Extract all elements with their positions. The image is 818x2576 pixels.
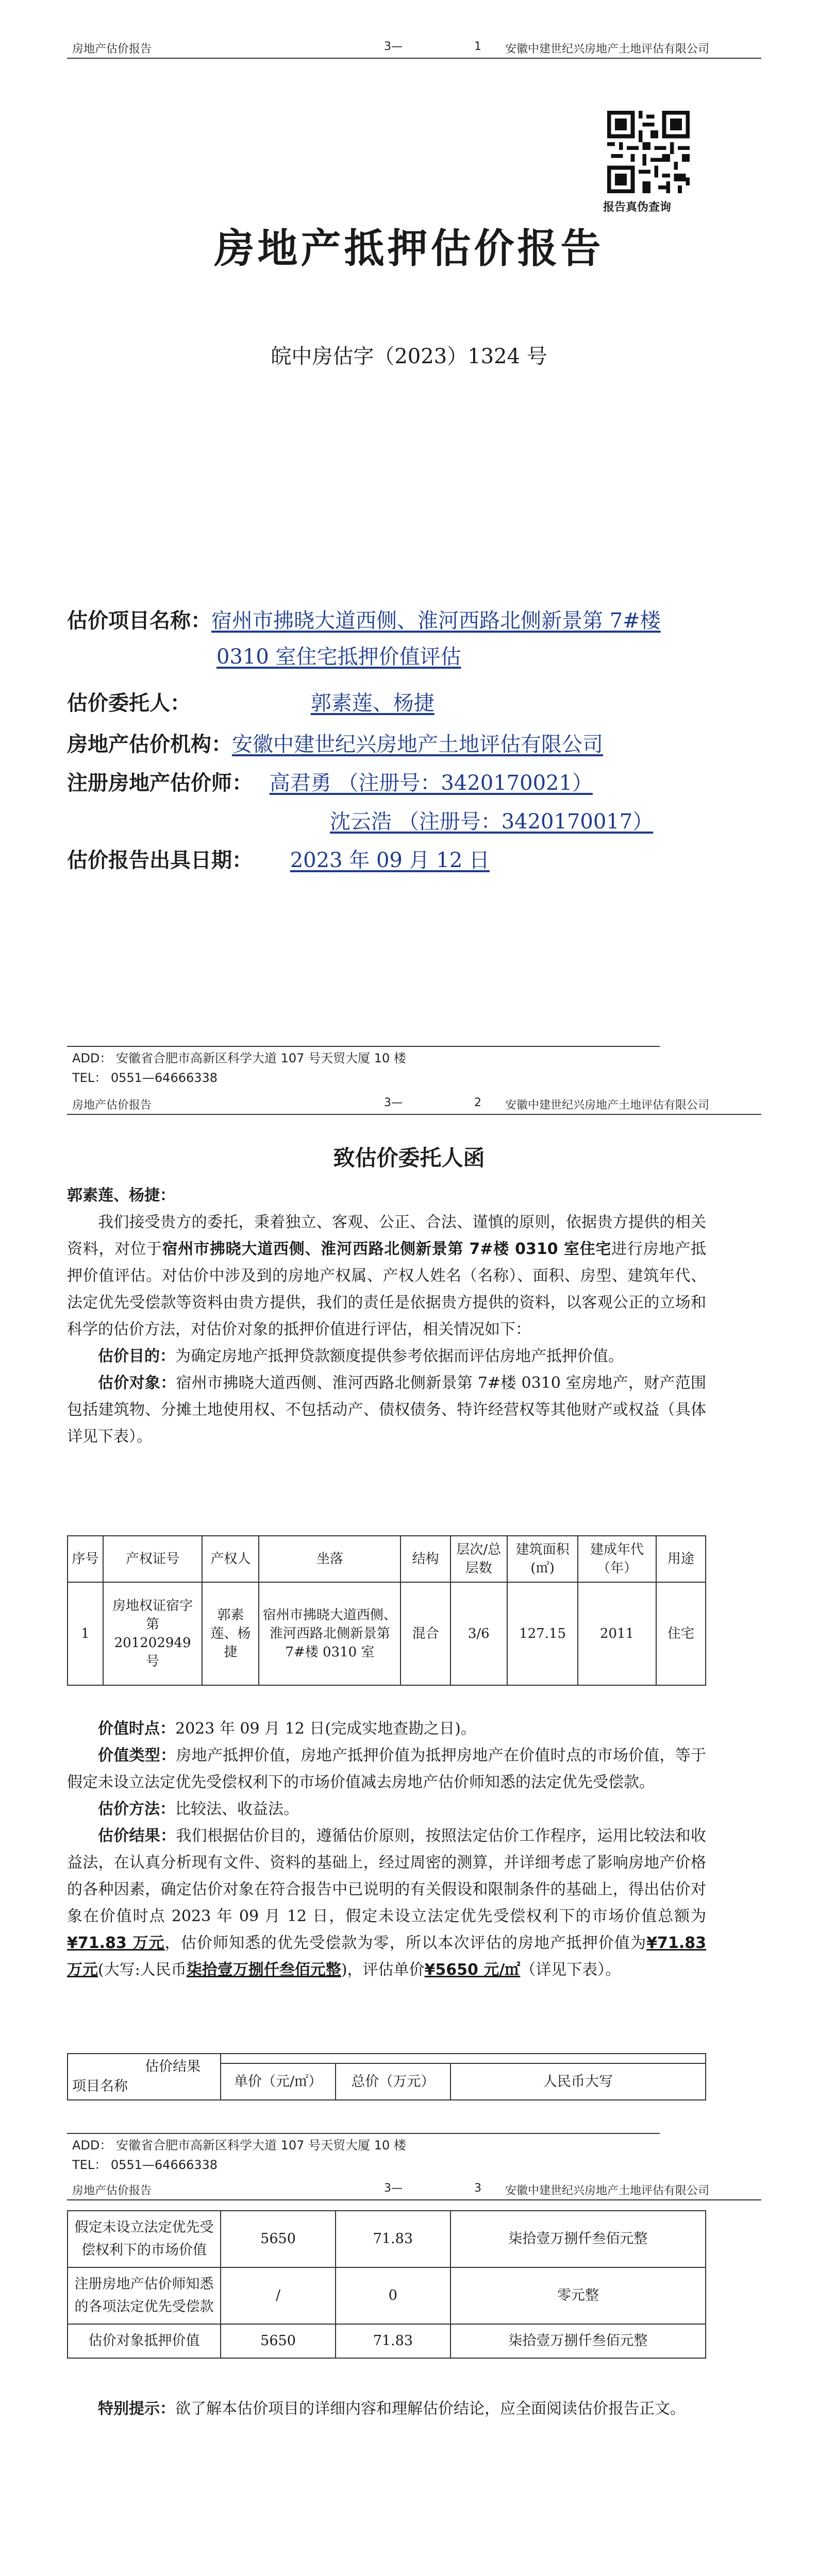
project-value-1: 宿州市拂晓大道西侧、淮河西路北侧新景第 7#楼 [211,609,661,633]
footer-tel: TEL： 0551—64666338 [72,2158,218,2172]
result-table [67,2210,706,2359]
footer-address: ADD： 安徽省合肥市高新区科学大道 107 号天贸大厦 10 楼 [72,1051,406,1065]
appraiser-label: 注册房地产估价师： [67,771,253,795]
project-label: 估价项目名称： [67,609,211,633]
org-value: 安徽中建世纪兴房地产土地评估有限公司 [232,733,603,756]
notice-value: 欲了解本估价项目的详细内容和理解估价结论，应全面阅读估价报告正文。 [175,2400,686,2418]
result-table-head [67,2053,706,2100]
client-value: 郭素莲、杨捷 [310,691,435,715]
field-project-cont [216,641,461,672]
org-label: 房地产估价机构： [67,733,232,756]
page-footer [72,2136,406,2175]
field-appraiser [67,768,593,799]
header-left: 房地产估价报告 [72,1099,152,1112]
footer-tel: TEL： 0551—64666338 [72,1071,218,1085]
project-value-2: 0310 室住宅抵押价值评估 [216,645,461,669]
t2-header-item: 项目名称 [72,2078,128,2094]
table-row: 假定未设立法定优先受偿权利下的市场价值 5650 71.83 柒拾壹万捌仟叁佰元整 [68,2211,706,2267]
header-company: 安徽中建世纪兴房地产土地评估有限公司 [505,2184,710,2197]
notice-label: 特别提示： [98,2400,175,2418]
t2-header-total: 总价（万元） [336,2063,450,2100]
result-paragraph: 估价结果：我们根据估价目的，遵循估价原则，按照法定估价工作程序，运用比较法和收益法，在认真分析现有文件、资料的基础上，经过周密的测算，并详细考虑了影响房地产价格的各种因素，确定估价对象在符合报告中已说明的有关假设和限制条件的基础上，得出估价对象在价值时点 2023 年 09 月 12 日，假定未设立法定优先受偿权利下的市场价值总额为¥71.83 万元，估价师知悉的优先受偿款为零，所以本次评估的房地产抵押价值为¥71.83 万元(大写:人民币柒拾壹万捌仟叁佰元整)，评估单价¥5650 元/㎡（详见下表）。 [67,1827,707,1979]
header-page-dash: 3— [384,1096,403,1109]
t2-header-result: 估价结果 [145,2059,201,2075]
notice-paragraph [67,2396,706,2422]
method-paragraph: 估价方法：比较法、收益法。 [98,1800,299,1818]
header-rule [67,2199,761,2200]
header-rule [67,58,761,59]
appraiser-2: 沈云浩 （注册号：3420170017） [330,810,654,834]
intro-paragraph: 我们接受贵方的委托，秉着独立、客观、公正、合法、谨慎的原则，依据贵方提供的相关资料，对位于宿州市拂晓大道西侧、淮河西路北侧新景第 7#楼 0310 室住宅进行房地产抵押价值评估。对估价中涉及到的房地产权属、产权人姓名（名称）、面积、房型、建筑年代、法定优先受偿款等资料由贵方提供，我们的责任是依据贵方提供的资料，以客观公正的立场和科学的估价方法，对估价对象的抵押价值进行评估，相关情况如下： [67,1213,707,1338]
header-rule [67,1114,761,1115]
report-number: 皖中房估字（2023）1324 号 [271,345,547,368]
header-page-num: 3 [474,2182,481,2195]
purpose-paragraph: 估价目的：为确定房地产抵押贷款额度提供参考依据而评估房地产抵押价值。 [98,1347,624,1365]
letter-title: 致估价委托人函 [333,1145,485,1171]
header-company: 安徽中建世纪兴房地产土地评估有限公司 [505,43,710,56]
field-appraiser-2 [330,806,653,837]
letter-body [67,1182,706,1450]
header-company: 安徽中建世纪兴房地产土地评估有限公司 [505,1099,710,1112]
header-page-num: 2 [474,1096,481,1109]
header-left: 房地产估价报告 [72,43,152,56]
field-org [67,729,603,760]
table-row: 估价对象抵押价值 5650 71.83 柒拾壹万捌仟叁佰元整 [68,2324,706,2358]
t2-header-unit: 单价（元/㎡） [221,2063,336,2100]
qr-caption: 报告真伪查询 [603,201,672,214]
table-header-row: 序号 产权证号 产权人 坐落 结构 层次/总层数 建筑面积(㎡) 建成年代（年） 用途 [68,1536,706,1582]
date-label: 估价报告出具日期： [67,849,253,872]
field-date [67,845,490,876]
cover-title: 房地产抵押估价报告 [214,226,604,272]
date-value: 2023 年 09 月 12 日 [290,849,490,872]
field-project [67,605,661,636]
page-footer [72,1048,406,1088]
field-client [67,688,435,719]
appraiser-1: 高君勇 （注册号：3420170021） [269,771,593,795]
footer-address: ADD： 安徽省合肥市高新区科学大道 107 号天贸大厦 10 楼 [72,2138,406,2153]
header-page-dash: 3— [384,40,403,53]
footer-rule [67,1046,660,1047]
footer-rule [67,2133,660,2134]
client-label: 估价委托人： [67,691,191,715]
header-page-num: 1 [474,40,481,53]
qr-code-icon[interactable] [607,111,690,193]
type-paragraph: 价值类型：房地产抵押价值，房地产抵押价值为抵押房地产在价值时点的市场价值，等于假定未设立法定优先受偿权利下的市场价值减去房地产估价师知悉的法定优先受偿款。 [67,1747,707,1791]
time-paragraph: 价值时点：2023 年 09 月 12 日(完成实地查勘之日)。 [98,1720,476,1738]
property-table [67,1535,706,1686]
header-left: 房地产估价报告 [72,2184,152,2197]
t2-header-caps: 人民币大写 [450,2063,706,2100]
table-row: 注册房地产估价师知悉的各项法定优先受偿款 / 0 零元整 [68,2267,706,2324]
salutation: 郭素莲、杨捷： [67,1187,175,1205]
letter-body-2 [67,1716,706,1984]
table-row: 1 房地权证宿字第 201202949 号 郭素莲、杨捷 宿州市拂晓大道西侧、淮河西路北侧新景第 7#楼 0310 室 混合 3/6 127.15 2011 住宅 [68,1582,706,1685]
header-page-dash: 3— [384,2182,403,2195]
object-paragraph: 估价对象：宿州市拂晓大道西侧、淮河西路北侧新景第 7#楼 0310 室房地产，财产范围包括建筑物、分摊土地使用权、不包括动产、债权债务、特许经营权等其他财产或权益（具体详见下表）。 [67,1374,706,1446]
